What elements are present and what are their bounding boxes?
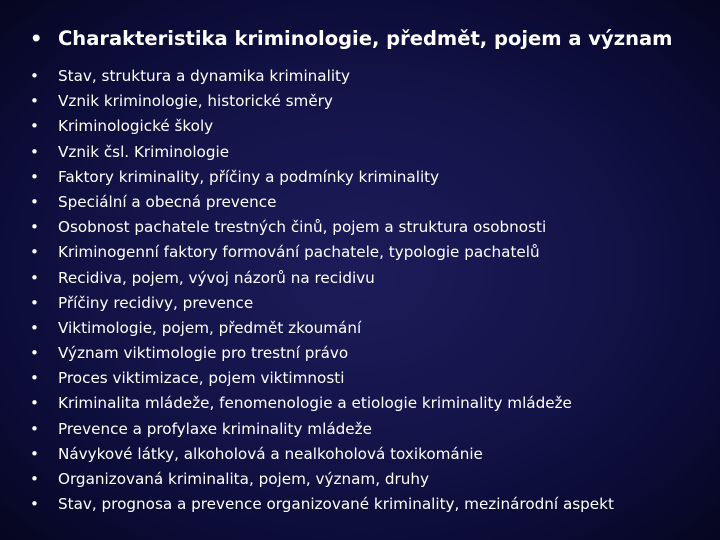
list-item bbox=[30, 266, 710, 291]
list-item bbox=[30, 114, 710, 139]
bullet-icon: • bbox=[30, 293, 39, 312]
bullet-icon: • bbox=[30, 318, 39, 337]
list-item-text: Vznik čsl. Kriminologie bbox=[58, 142, 230, 161]
list-item bbox=[30, 391, 710, 416]
list-item bbox=[30, 467, 710, 492]
list-item-text: Proces viktimizace, pojem viktimnosti bbox=[58, 369, 345, 388]
list-item-text: Osobnost pachatele trestných činů, pojem a struktura osobnosti bbox=[58, 218, 547, 237]
bullet-icon: • bbox=[30, 344, 39, 363]
list-item bbox=[30, 25, 710, 52]
bullet-icon: • bbox=[30, 67, 39, 85]
list-item-text: Příčiny recidivy, prevence bbox=[58, 293, 254, 312]
list-item-text: Vznik kriminologie, historické směry bbox=[58, 92, 333, 111]
list-item-text: Speciální a obecná prevence bbox=[58, 192, 277, 211]
list-item bbox=[30, 64, 710, 89]
bullet-icon: • bbox=[30, 167, 39, 186]
list-item-text: Kriminologické školy bbox=[58, 117, 214, 136]
list-item-text: Kriminogenní faktory formování pachatele, typologie pachatelů bbox=[58, 243, 540, 262]
list-item bbox=[30, 89, 710, 114]
list-item-text: Návykové látky, alkoholová a nealkoholová toxikománie bbox=[58, 444, 483, 463]
list-item-text: Faktory kriminality, příčiny a podmínky kriminality bbox=[58, 167, 440, 186]
list-item bbox=[30, 140, 710, 165]
bullet-icon: • bbox=[30, 369, 39, 388]
bullet-icon: • bbox=[30, 92, 39, 111]
list-item bbox=[30, 442, 710, 467]
list-item bbox=[30, 316, 710, 341]
bullet-icon: • bbox=[30, 419, 39, 438]
bullet-icon: • bbox=[30, 444, 39, 463]
list-item-text: Význam viktimologie pro trestní právo bbox=[58, 344, 349, 363]
bullet-icon: • bbox=[30, 218, 39, 237]
list-item-text: Stav, struktura a dynamika kriminality bbox=[58, 67, 350, 85]
list-item bbox=[30, 492, 710, 517]
list-item bbox=[30, 291, 710, 316]
list-item-text: Recidiva, pojem, vývoj názorů na recidivu bbox=[58, 268, 375, 287]
list-item-text: Charakteristika kriminologie, předmět, pojem a význam bbox=[58, 27, 673, 50]
bullet-icon: • bbox=[30, 470, 39, 488]
list-item-text: Viktimologie, pojem, předmět zkoumání bbox=[58, 318, 362, 337]
list-item-text: Organizovaná kriminalita, pojem, význam, druhy bbox=[58, 470, 430, 488]
list-item bbox=[30, 165, 710, 190]
bullet-icon: • bbox=[30, 394, 39, 413]
bullet-icon: • bbox=[30, 495, 39, 514]
topic-list bbox=[30, 25, 710, 517]
bullet-icon: • bbox=[30, 268, 39, 287]
list-item bbox=[30, 341, 710, 366]
list-item bbox=[30, 190, 710, 215]
list-item bbox=[30, 417, 710, 442]
bullet-icon: • bbox=[30, 192, 39, 211]
list-item bbox=[30, 240, 710, 265]
list-item bbox=[30, 215, 710, 240]
bullet-icon: • bbox=[30, 117, 39, 136]
list-item-text: Prevence a profylaxe kriminality mládeže bbox=[58, 419, 372, 438]
list-item bbox=[30, 366, 710, 391]
bullet-icon: • bbox=[30, 27, 43, 50]
list-item-text: Stav, prognosa a prevence organizované kriminality, mezinárodní aspekt bbox=[58, 495, 614, 514]
bullet-icon: • bbox=[30, 142, 39, 161]
list-item-text: Kriminalita mládeže, fenomenologie a etiologie kriminality mládeže bbox=[58, 394, 572, 413]
bullet-icon: • bbox=[30, 243, 39, 262]
